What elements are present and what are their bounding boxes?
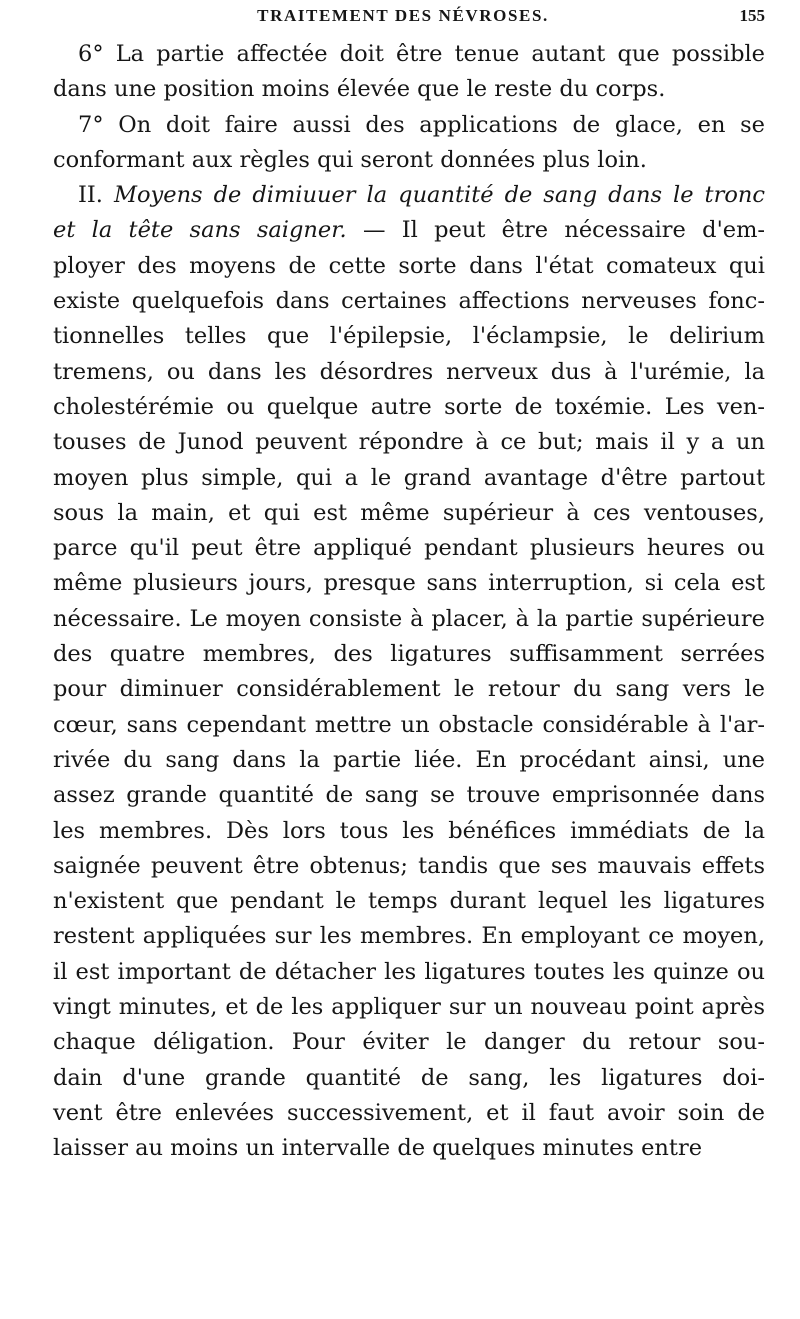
text-line: 7° On doit faire aussi des applications de glace, en se (78, 111, 765, 138)
text-line: conformant aux règles qui seront données plus loin. (53, 146, 647, 173)
text-line: il est important de détacher les ligatures toutes les quinze ou (53, 958, 765, 985)
text-line: moyen plus simple, qui a le grand avantage d'être partout (53, 464, 765, 491)
running-head (53, 6, 765, 36)
text-line: rivée du sang dans la partie liée. En procédant ainsi, une (53, 746, 765, 773)
text-line: ployer des moyens de cette sorte dans l'état comateux qui (53, 252, 765, 279)
text-line: existe quelquefois dans certaines affections nerveuses fonc- (53, 288, 765, 315)
text-line: dans une position moins élevée que le reste du corps. (53, 76, 666, 103)
text-line: même plusieurs jours, presque sans interruption, si cela est (53, 570, 765, 597)
text-line: pour diminuer considérablement le retour du sang vers le (53, 676, 765, 703)
text-line: nécessaire. Le moyen consiste à placer, à la partie supérieure (53, 605, 765, 632)
text-line: saignée peuvent être obtenus; tandis que ses mauvais effets (53, 852, 765, 879)
running-title: TRAITEMENT DES NÉVROSES. (257, 6, 549, 25)
section-title: Moyens de dimiuuer la quantité de sang dans le tronc (113, 182, 765, 209)
text-line: les membres. Dès lors tous les bénéfices immédiats de la (53, 817, 765, 844)
text-line: assez grande quantité de sang se trouve emprisonnée dans (53, 782, 765, 809)
text-line: vent être enlevées successivement, et il faut avoir soin de (53, 1099, 765, 1126)
text-line: et la tête sans saigner. — Il peut être nécessaire d'em- (53, 217, 766, 244)
section-numeral: II. (78, 182, 103, 209)
text-line: parce qu'il peut être appliqué pendant plusieurs heures ou (53, 535, 765, 562)
text-line: laisser au moins un intervalle de quelques minutes entre (53, 1135, 703, 1162)
text-line: restent appliquées sur les membres. En employant ce moyen, (53, 923, 765, 950)
text-line: tremens, ou dans les désordres nerveux dus à l'urémie, la (53, 358, 765, 385)
text-line: des quatre membres, des ligatures suffisamment serrées (53, 641, 765, 668)
section-heading (53, 178, 765, 213)
body-text (53, 37, 765, 1167)
text-line: chaque déligation. Pour éviter le danger du retour sou- (53, 1029, 765, 1056)
text-line: tionnelles telles que l'épilepsie, l'éclampsie, le delirium (53, 323, 765, 350)
text-line: sous la main, et qui est même supérieur à ces ventouses, (53, 499, 765, 526)
page-number: 155 (739, 6, 765, 25)
text-line: cholestérémie ou quelque autre sorte de toxémie. Les ven- (53, 393, 765, 420)
text-line: dain d'une grande quantité de sang, les ligatures doi- (53, 1064, 765, 1091)
text-line: cœur, sans cependant mettre un obstacle considérable à l'ar- (53, 711, 765, 738)
text-line: touses de Junod peuvent répondre à ce but; mais il y a un (53, 429, 765, 456)
text-line: n'existent que pendant le temps durant lequel les ligatures (53, 888, 765, 915)
section-title-continued: et la tête sans saigner. (53, 217, 347, 244)
text-line: 6° La partie affectée doit être tenue autant que possible (78, 41, 765, 67)
text-line: vingt minutes, et de les appliquer sur un nouveau point après (53, 994, 765, 1021)
